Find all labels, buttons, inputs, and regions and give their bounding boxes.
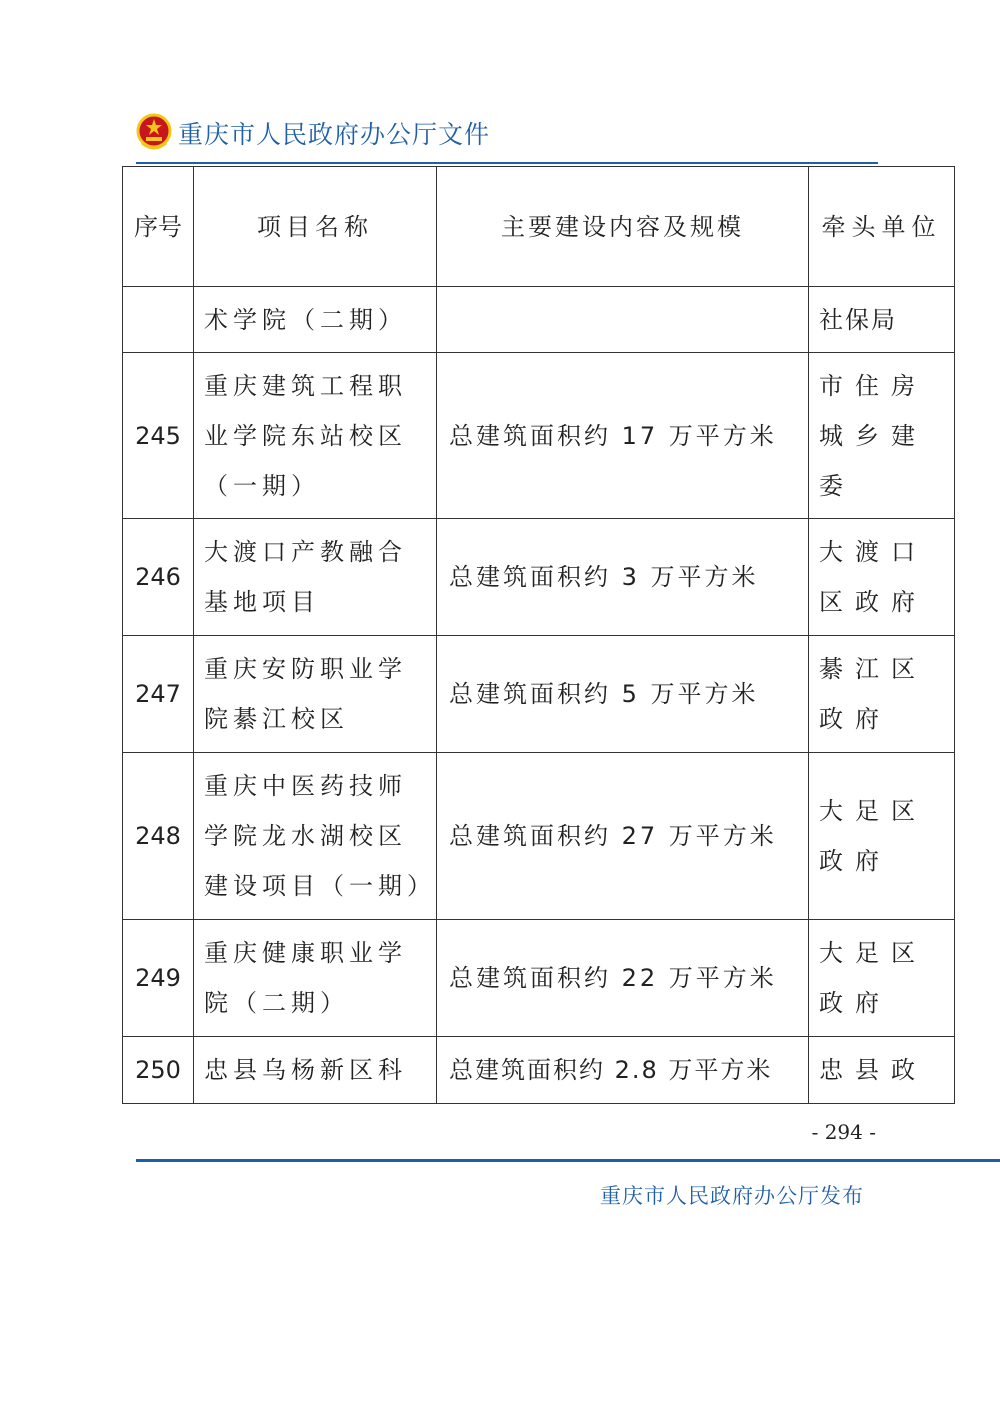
cell-lead: 市住房城乡建委 bbox=[809, 353, 955, 519]
cell-name: 重庆安防职业学院綦江校区 bbox=[194, 636, 437, 753]
table-row bbox=[123, 920, 955, 1037]
cell-seq: 249 bbox=[123, 920, 194, 1037]
cell-content bbox=[437, 287, 809, 353]
header-divider bbox=[136, 162, 878, 164]
cell-lead: 綦江区政府 bbox=[809, 636, 955, 753]
cell-name: 重庆中医药技师学院龙水湖校区建设项目（一期） bbox=[194, 753, 437, 920]
table-row bbox=[123, 287, 955, 353]
footer-divider bbox=[136, 1159, 1000, 1162]
column-header-lead: 牵头单位 bbox=[809, 167, 955, 287]
cell-seq: 247 bbox=[123, 636, 194, 753]
table-row bbox=[123, 753, 955, 920]
header-title: 重庆市人民政府办公厅文件 bbox=[178, 120, 491, 149]
table-row bbox=[123, 353, 955, 519]
cell-content: 总建筑面积约 27 万平方米 bbox=[437, 753, 809, 920]
cell-content: 总建筑面积约 3 万平方米 bbox=[437, 519, 809, 636]
column-header-name: 项目名称 bbox=[194, 167, 437, 287]
cell-content: 总建筑面积约 17 万平方米 bbox=[437, 353, 809, 519]
table-row bbox=[123, 636, 955, 753]
cell-lead: 大渡口区政府 bbox=[809, 519, 955, 636]
cell-seq: 245 bbox=[123, 353, 194, 519]
cell-seq: 246 bbox=[123, 519, 194, 636]
national-emblem-icon bbox=[136, 113, 172, 153]
cell-content: 总建筑面积约 22 万平方米 bbox=[437, 920, 809, 1037]
table-row bbox=[123, 519, 955, 636]
cell-seq: 250 bbox=[123, 1037, 194, 1104]
cell-name: 术学院（二期） bbox=[194, 287, 437, 353]
document-header bbox=[136, 108, 490, 158]
page-number: - 294 - bbox=[811, 1120, 876, 1144]
cell-lead: 大足区政府 bbox=[809, 920, 955, 1037]
table-header-row bbox=[123, 167, 955, 287]
cell-name: 重庆建筑工程职业学院东站校区（一期） bbox=[194, 353, 437, 519]
cell-content: 总建筑面积约 2.8 万平方米 bbox=[437, 1037, 809, 1104]
footer-publisher: 重庆市人民政府办公厅发布 bbox=[600, 1184, 864, 1208]
column-header-seq: 序号 bbox=[123, 167, 194, 287]
cell-name: 忠县乌杨新区科 bbox=[194, 1037, 437, 1104]
cell-seq bbox=[123, 287, 194, 353]
cell-lead: 社保局 bbox=[809, 287, 955, 353]
cell-seq: 248 bbox=[123, 753, 194, 920]
cell-name: 重庆健康职业学院（二期） bbox=[194, 920, 437, 1037]
column-header-content: 主要建设内容及规模 bbox=[437, 167, 809, 287]
cell-lead: 忠县政 bbox=[809, 1037, 955, 1104]
cell-name: 大渡口产教融合基地项目 bbox=[194, 519, 437, 636]
table-row bbox=[123, 1037, 955, 1104]
cell-content: 总建筑面积约 5 万平方米 bbox=[437, 636, 809, 753]
project-table bbox=[122, 166, 955, 1104]
cell-lead: 大足区政府 bbox=[809, 753, 955, 920]
